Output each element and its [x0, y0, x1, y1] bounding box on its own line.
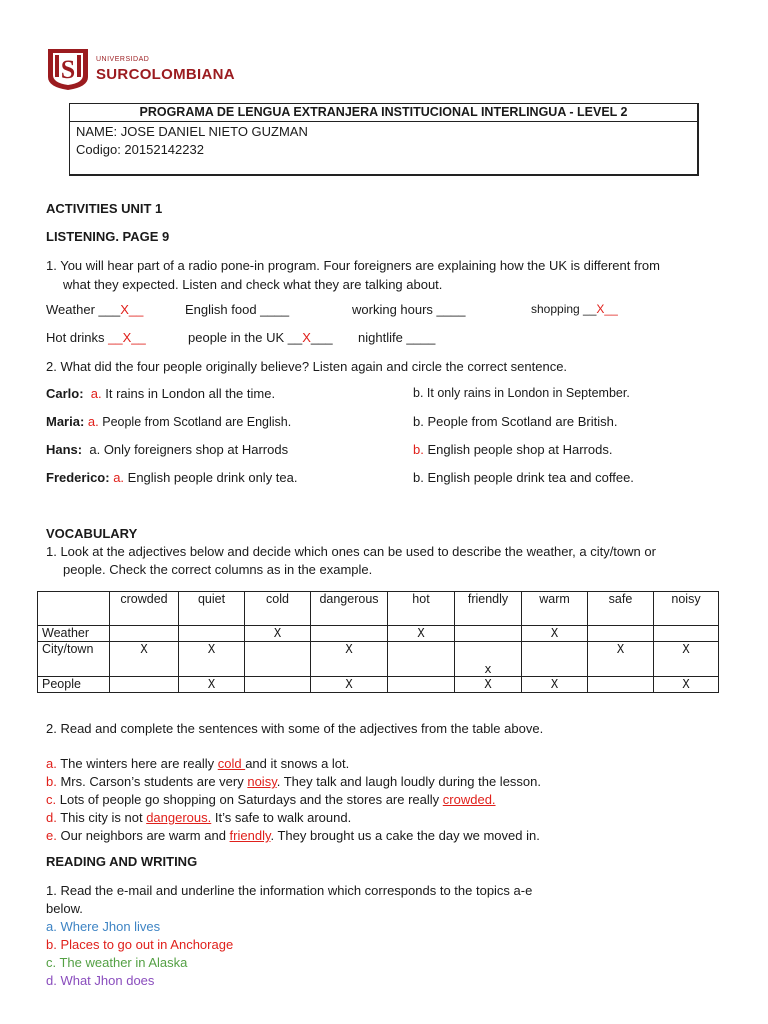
table-cell: X	[588, 642, 654, 677]
sentence-item: a. The winters here are really cold and it snows a lot.	[46, 756, 350, 771]
svg-text:S: S	[60, 55, 76, 84]
column-header: noisy	[654, 592, 719, 626]
adjectives-table	[37, 591, 719, 693]
reading-q1-line2: below.	[46, 901, 83, 916]
table-cell: X	[311, 677, 388, 693]
sentence-item: e. Our neighbors are warm and friendly. They brought us a cake the day we moved in.	[46, 828, 540, 843]
table-cell: X	[388, 626, 455, 642]
row-label: City/town	[38, 642, 110, 677]
table-cell	[245, 677, 311, 693]
table-cell	[179, 626, 245, 642]
table-cell	[110, 677, 179, 693]
table-cell: x	[455, 642, 522, 677]
listening-heading: LISTENING. PAGE 9	[46, 229, 170, 244]
program-title: PROGRAMA DE LENGUA EXTRANJERA INSTITUCIONAL INTERLINGUA - LEVEL 2	[70, 104, 697, 122]
topic-item: c. The weather in Alaska	[46, 955, 188, 970]
column-header: safe	[588, 592, 654, 626]
reading-q1-line1: 1. Read the e-mail and underline the information which corresponds to the topics a-e	[46, 883, 533, 898]
column-header: friendly	[455, 592, 522, 626]
vocabulary-heading: VOCABULARY	[46, 526, 138, 541]
header-box	[69, 103, 699, 176]
person-row: Hans: a. Only foreigners shop at Harrods	[46, 442, 289, 457]
logo-title: SURCOLOMBIANA	[96, 66, 235, 83]
table-cell: X	[179, 677, 245, 693]
vocabulary-q1-line1: 1. Look at the adjectives below and decide which ones can be used to describe the weather, a city/town or	[46, 544, 656, 559]
table-cell: X	[179, 642, 245, 677]
column-header: crowded	[110, 592, 179, 626]
listening-q2: 2. What did the four people originally believe? Listen again and circle the correct sentence.	[46, 359, 568, 374]
table-cell	[455, 626, 522, 642]
table-cell: X	[654, 677, 719, 693]
table-cell: X	[110, 642, 179, 677]
table-corner	[38, 592, 110, 626]
topic-item: d. What Jhon does	[46, 973, 155, 988]
check-people-uk: people in the UK __X___	[188, 330, 333, 345]
table-cell	[654, 626, 719, 642]
activities-heading: ACTIVITIES UNIT 1	[46, 201, 163, 216]
table-cell	[388, 642, 455, 677]
vocabulary-q2: 2. Read and complete the sentences with some of the adjectives from the table above.	[46, 721, 544, 736]
column-header: hot	[388, 592, 455, 626]
table-cell: X	[245, 626, 311, 642]
table-cell	[388, 677, 455, 693]
table-cell	[522, 642, 588, 677]
table-cell: X	[522, 626, 588, 642]
listening-q1-line1: 1. You will hear part of a radio pone-in program. Four foreigners are explaining how the UK is different from	[46, 258, 660, 273]
column-header: warm	[522, 592, 588, 626]
sentence-item: b. Mrs. Carson’s students are very noisy. They talk and laugh loudly during the lesson.	[46, 774, 541, 789]
table-cell	[245, 642, 311, 677]
table-cell: X	[522, 677, 588, 693]
check-working-hours: working hours ____	[352, 302, 466, 317]
row-label: People	[38, 677, 110, 693]
sentence-item: d. This city is not dangerous. It’s safe to walk around.	[46, 810, 352, 825]
person-row: Carlo: a. It rains in London all the time.	[46, 386, 276, 401]
student-name: NAME: JOSE DANIEL NIETO GUZMAN	[76, 124, 308, 139]
student-code: Codigo: 20152142232	[76, 142, 204, 157]
check-english-food: English food ____	[185, 302, 290, 317]
check-weather: Weather ___X__	[46, 302, 144, 317]
topic-item: a. Where Jhon lives	[46, 919, 161, 934]
vocabulary-q1-line2: people. Check the correct columns as in the example.	[63, 562, 373, 577]
column-header: quiet	[179, 592, 245, 626]
listening-q1-line2: what they expected. Listen and check what they are talking about.	[63, 277, 443, 292]
table-cell: X	[654, 642, 719, 677]
check-nightlife: nightlife ____	[358, 330, 436, 345]
person-option-b: b. English people drink tea and coffee.	[413, 470, 634, 485]
logo-subtitle: UNIVERSIDAD	[96, 56, 150, 63]
person-option-b: b. People from Scotland are British.	[413, 414, 618, 429]
table-cell: X	[311, 642, 388, 677]
check-hot-drinks: Hot drinks __X__	[46, 330, 146, 345]
table-cell	[588, 677, 654, 693]
topic-item: b. Places to go out in Anchorage	[46, 937, 234, 952]
reading-heading: READING AND WRITING	[46, 854, 198, 869]
person-row: Maria: a. People from Scotland are English.	[46, 414, 292, 429]
table-cell	[110, 626, 179, 642]
person-option-b: b. English people shop at Harrods.	[413, 442, 613, 457]
table-cell: X	[455, 677, 522, 693]
person-option-b: b. It only rains in London in September.	[413, 386, 630, 400]
table-cell	[588, 626, 654, 642]
row-label: Weather	[38, 626, 110, 642]
column-header: dangerous	[311, 592, 388, 626]
check-shopping: shopping __X__	[531, 302, 618, 316]
table-cell	[311, 626, 388, 642]
university-logo-icon	[46, 47, 90, 91]
sentence-item: c. Lots of people go shopping on Saturdays and the stores are really crowded.	[46, 792, 496, 807]
column-header: cold	[245, 592, 311, 626]
person-row: Frederico: a. English people drink only tea.	[46, 470, 298, 485]
